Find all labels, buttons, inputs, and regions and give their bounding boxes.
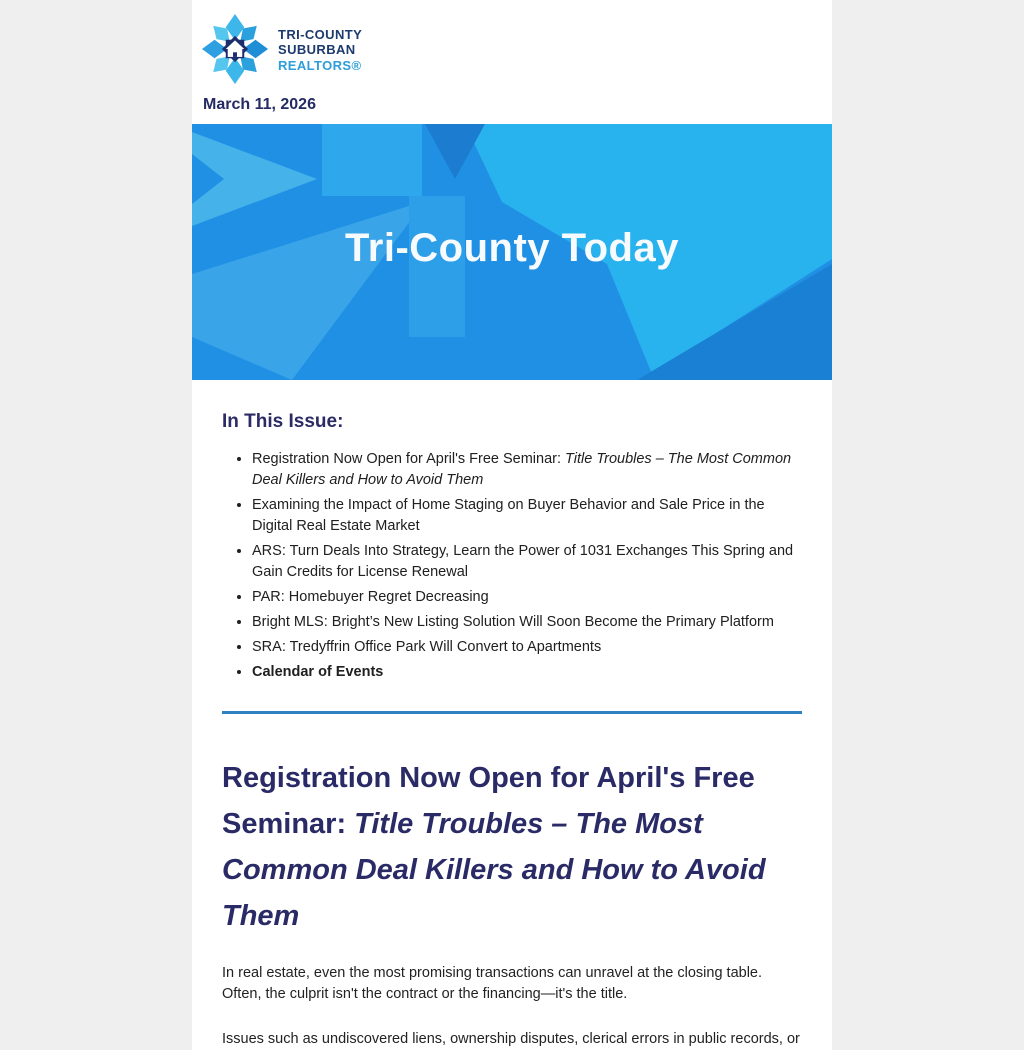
item-text: Calendar of Events [252, 664, 384, 680]
logo-line-3: REALTORS® [278, 57, 362, 73]
logo-wordmark [278, 25, 362, 73]
article-title [222, 755, 802, 939]
email-body [192, 0, 832, 1050]
article-paragraph: In real estate, even the most promising transactions can unravel at the closing table. Often, the culprit isn't the contract or the financing—it's the title. [222, 965, 763, 1002]
hero-title: Tri-County Today [345, 226, 679, 270]
item-text: ARS: Turn Deals Into Strategy, Learn the Power of 1031 Exchanges This Spring and Gain Credits for License Renewal [252, 543, 794, 580]
list-item [252, 541, 802, 583]
logo [202, 14, 820, 84]
email-header [192, 0, 832, 114]
article-paragraph: Issues such as undiscovered liens, ownership disputes, clerical errors in public records, or [222, 1031, 800, 1047]
list-item-calendar [252, 662, 802, 683]
item-text: Examining the Impact of Home Staging on Buyer Behavior and Sale Price in the Digital Real Estate Market [252, 497, 765, 534]
article-title-regular: Registration Now Open for April's Free Seminar: [222, 762, 755, 840]
hero-banner [192, 124, 832, 380]
item-text: SRA: Tredyffrin Office Park Will Convert to Apartments [252, 639, 602, 655]
in-this-issue-heading: In This Issue: [222, 411, 344, 432]
item-text: PAR: Homebuyer Regret Decreasing [252, 589, 489, 605]
item-text-italic: Title Troubles – The Most Common Deal Killers and How to Avoid Them [252, 451, 792, 488]
snowflake-house-icon [202, 14, 268, 84]
list-item [252, 449, 802, 491]
list-item [252, 495, 802, 537]
section-divider [222, 711, 802, 714]
item-text: Bright MLS: Bright’s New Listing Solution Will Soon Become the Primary Platform [252, 614, 774, 630]
article-title-italic: Title Troubles – The Most Common Deal Killers and How to Avoid Them [222, 808, 766, 932]
logo-line-2: SUBURBAN [278, 42, 356, 58]
item-text: Registration Now Open for April's Free Seminar: [252, 451, 566, 467]
issue-date: March 11, 2026 [203, 96, 316, 113]
in-this-issue-list [222, 449, 802, 683]
newsletter-content [192, 411, 832, 1050]
list-item [252, 587, 802, 608]
article-body [222, 963, 802, 1050]
list-item [252, 637, 802, 658]
logo-line-1: TRI-COUNTY [278, 27, 363, 42]
list-item [252, 612, 802, 633]
